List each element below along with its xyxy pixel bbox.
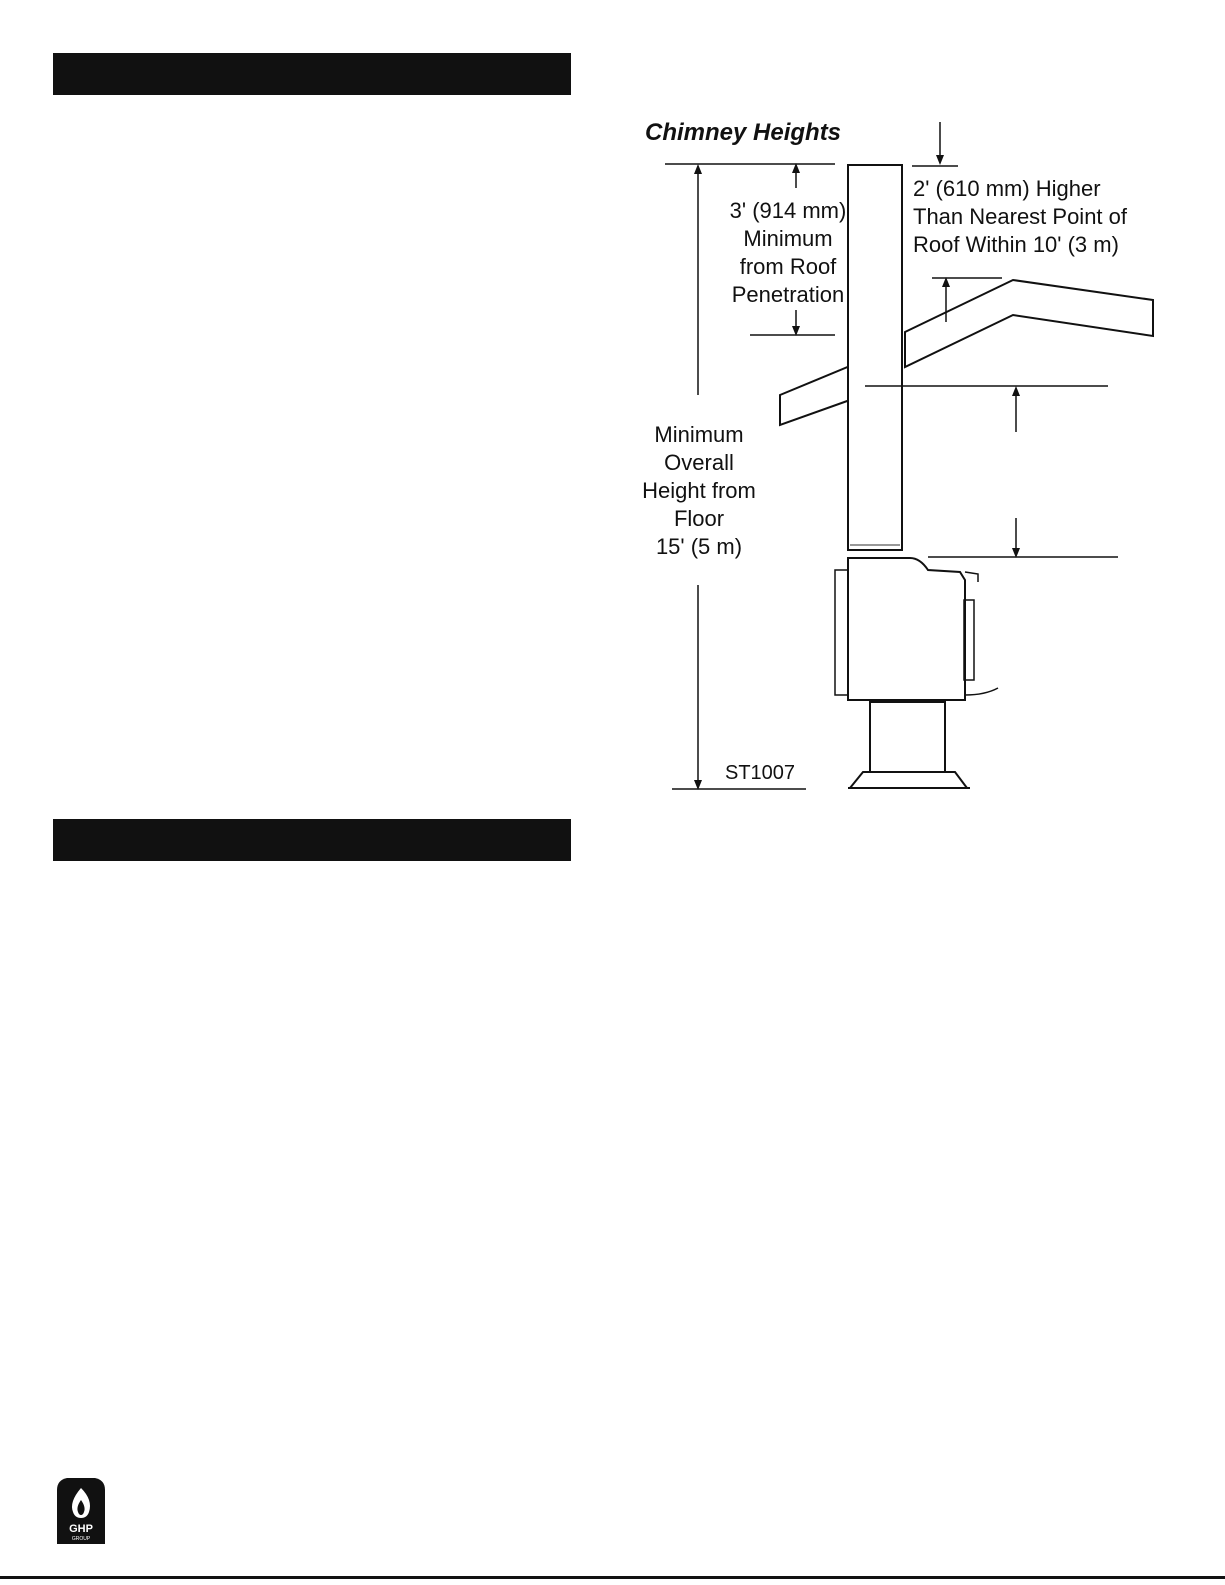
svg-text:Roof Within 10' (3 m): Roof Within 10' (3 m) <box>913 232 1119 257</box>
svg-text:3' (914 mm): 3' (914 mm) <box>729 198 847 223</box>
svg-text:from Roof: from Roof <box>739 254 837 279</box>
stove-base <box>850 772 967 788</box>
svg-text:Overall: Overall <box>664 450 734 475</box>
diagram-title: Chimney Heights <box>645 119 842 146</box>
stove-air-control <box>965 688 998 695</box>
figure-code: ST1007 <box>725 762 796 784</box>
chimney-pipe <box>848 165 902 550</box>
stove-side-panel <box>835 570 848 695</box>
svg-text:GROUP: GROUP <box>71 1536 91 1542</box>
svg-text:Minimum: Minimum <box>654 422 744 447</box>
lower-roof-shape <box>780 366 850 425</box>
svg-text:Minimum: Minimum <box>743 226 833 251</box>
overall-height-label <box>642 422 756 559</box>
page-bottom-rule <box>0 1576 1225 1579</box>
chimney-heights-diagram <box>620 110 1180 810</box>
ghp-group-logo <box>53 1476 109 1544</box>
svg-text:Penetration: Penetration <box>731 282 845 307</box>
svg-text:GHP: GHP <box>69 1523 93 1535</box>
roof-penetration-label <box>730 198 847 307</box>
svg-text:Floor: Floor <box>673 506 725 531</box>
two-foot-higher-label <box>913 176 1128 257</box>
upper-roof-shape <box>905 280 1153 367</box>
stove-vent-knob <box>965 572 978 582</box>
svg-text:Height from: Height from <box>642 478 756 503</box>
svg-text:2' (610 mm) Higher: 2' (610 mm) Higher <box>913 176 1101 201</box>
section-header-bar-top <box>53 53 571 95</box>
stove-body <box>848 558 965 700</box>
svg-text:Than Nearest Point of: Than Nearest Point of <box>913 204 1128 229</box>
stove-pedestal <box>870 702 945 772</box>
section-header-bar-bottom <box>53 819 571 861</box>
svg-text:15' (5 m): 15' (5 m) <box>655 534 743 559</box>
